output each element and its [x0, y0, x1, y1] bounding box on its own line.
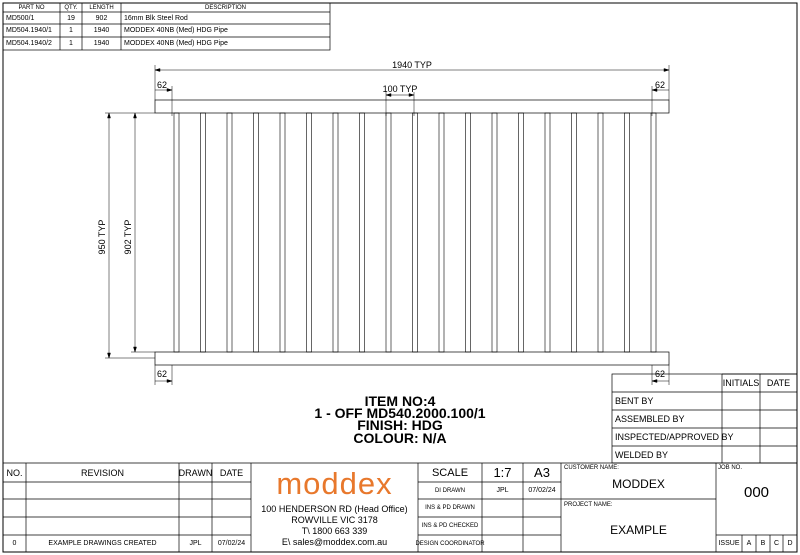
parts-row-2-part-no: MD504.1940/1 — [6, 27, 52, 34]
item-off-code: 1 - OFF MD540.2000.100/1 — [314, 405, 486, 421]
item-colour: COLOUR: N/A — [353, 430, 447, 446]
balustrade-rod — [439, 113, 444, 352]
parts-header-description: DESCRIPTION — [204, 4, 246, 11]
parts-row-2-qty: 1 — [69, 27, 73, 34]
dim-top-right-offset: 62 — [655, 80, 666, 90]
di-drawn-label: DI DRAWN — [434, 487, 466, 494]
dim-bottom-right-offset: 62 — [655, 369, 666, 379]
balustrade-rod — [174, 113, 179, 352]
parts-row-1-qty: 19 — [67, 14, 75, 22]
issue-c: C — [773, 540, 780, 547]
balustrade-rod — [519, 113, 524, 352]
signoff-welded-by: WELDED BY — [615, 449, 669, 460]
signoff-inspected-by: INSPECTED/APPROVED BY — [615, 432, 734, 442]
di-drawn-initials: JPL — [496, 487, 509, 494]
balustrade-rod — [492, 113, 497, 352]
project-name: EXAMPLE — [610, 523, 667, 537]
balustrade-rod — [333, 113, 338, 352]
parts-header-part-no: PART NO — [18, 4, 45, 11]
revision-entry-date: 07/02/24 — [217, 540, 246, 547]
parts-row-3-length: 1940 — [93, 40, 110, 47]
balustrade-rod — [413, 113, 418, 352]
signoff-header-initials: INITIALS — [722, 378, 760, 388]
balustrade-rod — [227, 113, 232, 352]
scale-label: SCALE — [431, 466, 469, 479]
company-email: E\ sales@moddex.com.au — [281, 537, 388, 547]
revision-header-revision: REVISION — [80, 467, 124, 478]
parts-header-length: LENGTH — [89, 4, 114, 11]
balustrade-rod — [651, 113, 656, 352]
parts-row-2-length: 1940 — [93, 27, 110, 34]
revision-header-date: DATE — [219, 467, 244, 478]
dim-top-left-offset: 62 — [157, 80, 168, 90]
issue-b: B — [760, 540, 766, 547]
balustrade-rod — [386, 113, 391, 352]
job-no-label: JOB NO. — [718, 465, 743, 471]
project-name-label: PROJECT NAME: — [564, 502, 613, 508]
sheet-size: A3 — [534, 465, 550, 480]
signoff-header-date: DATE — [766, 378, 791, 388]
ins-drawn-label: INS & PD DRAWN — [425, 505, 475, 511]
revision-entry-no: 0 — [12, 540, 17, 547]
item-finish: FINISH: HDG — [357, 417, 443, 433]
balustrade-rod — [625, 113, 630, 352]
ins-checked-label: INS & PD CHECKED — [421, 523, 479, 529]
balustrade-rod — [254, 113, 259, 352]
revision-header-drawn: DRAWN — [178, 467, 213, 478]
dim-overall-height: 950 TYP — [97, 219, 107, 255]
parts-row-3-part-no: MD504.1940/2 — [6, 40, 52, 47]
company-phone: T\ 1800 663 339 — [301, 526, 368, 536]
signoff-bent-by: BENT BY — [615, 396, 654, 406]
revision-entry-text: EXAMPLE DRAWINGS CREATED — [48, 540, 157, 547]
parts-row-3-description: MODDEX 40NB (Med) HDG Pipe — [124, 40, 228, 47]
company-logo: moddex — [276, 466, 393, 501]
revision-header-no: NO. — [6, 467, 23, 478]
company-address-1: 100 HENDERSON RD (Head Office) — [261, 504, 408, 514]
parts-row-1-description: 16mm Blk Steel Rod — [124, 14, 188, 22]
balustrade-rod — [307, 113, 312, 352]
balustrade-rod — [572, 113, 577, 352]
customer-name-label: CUSTOMER NAME: — [564, 465, 619, 471]
balustrade-rod — [466, 113, 471, 352]
parts-row-2-description: MODDEX 40NB (Med) HDG Pipe — [124, 27, 228, 34]
dim-rod-spacing: 100 TYP — [382, 84, 418, 94]
balustrade-rod — [280, 113, 285, 352]
issue-d: D — [787, 540, 793, 547]
parts-row-1-part-no: MD500/1 — [6, 14, 35, 22]
item-number: ITEM NO:4 — [364, 393, 436, 409]
company-address-2: ROWVILLE VIC 3178 — [291, 515, 378, 525]
revision-entry-drawn: JPL — [189, 540, 202, 547]
di-drawn-date: 07/02/24 — [528, 487, 556, 494]
design-coordinator-label: DESIGN COORDINATOR — [415, 540, 485, 547]
job-no: 000 — [743, 484, 770, 501]
parts-header-qty: QTY. — [64, 4, 78, 11]
parts-row-1-length: 902 — [95, 14, 108, 22]
issue-label: ISSUE — [718, 540, 740, 547]
dim-rod-length: 902 TYP — [123, 219, 133, 255]
dim-overall-width: 1940 TYP — [392, 60, 432, 70]
parts-row-3-qty: 1 — [69, 40, 73, 47]
balustrade-rod — [360, 113, 365, 352]
issue-a: A — [746, 540, 752, 547]
signoff-assembled-by: ASSEMBLED BY — [615, 414, 685, 424]
balustrade-rod — [201, 113, 206, 352]
customer-name: MODDEX — [612, 477, 665, 491]
dim-bottom-left-offset: 62 — [157, 369, 168, 379]
scale-value: 1:7 — [493, 465, 512, 480]
balustrade-rod — [545, 113, 550, 352]
balustrade-rod — [598, 113, 603, 352]
